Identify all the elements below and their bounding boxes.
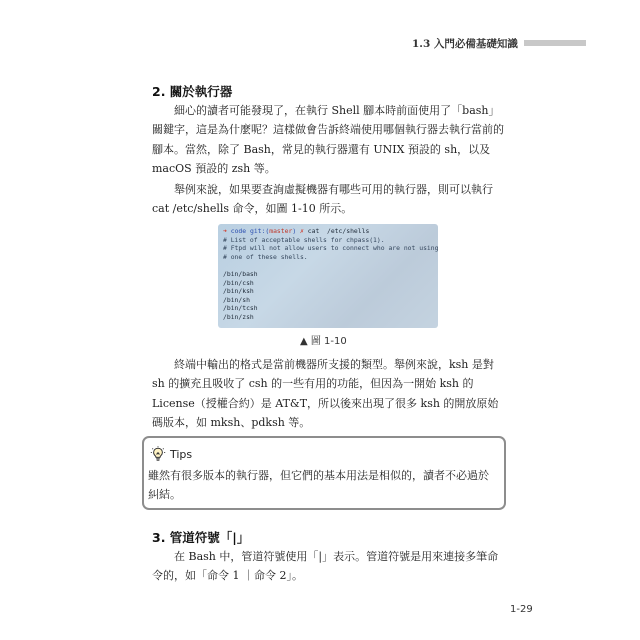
tips-header <box>150 446 192 462</box>
prompt-branch: master <box>269 227 293 235</box>
section-2-paragraph-2 <box>152 180 508 219</box>
terminal-output-line: /bin/csh <box>223 278 254 287</box>
terminal-command: cat /etc/shells <box>307 227 370 235</box>
section-3-paragraph <box>152 547 508 586</box>
terminal-output-line: /bin/sh <box>223 295 250 304</box>
section-2-paragraph-1 <box>152 101 508 179</box>
terminal-output-line: /bin/tcsh <box>223 304 258 313</box>
terminal-output-line: # List of acceptable shells for chpass(1). <box>223 235 385 244</box>
prompt-arrow-icon: ➜ <box>223 227 227 235</box>
header-decoration-bar <box>524 40 586 46</box>
terminal-output-line: # Ftpd will not allow users to connect who are not using <box>223 244 439 253</box>
paragraph-text: 在 Bash 中，管道符號使用「|」表示。管道符號是用來連接多筆命令的，如「命令 1 ｜命令 2」。 <box>152 550 499 583</box>
section-3-heading: 3. 管道符號「|」 <box>152 530 250 545</box>
prompt-dirty-icon: ✗ <box>300 227 304 235</box>
figure-caption: ▲ 圖 1-10 <box>300 336 347 347</box>
tips-title: Tips <box>170 447 193 461</box>
paragraph-after-figure <box>152 355 508 433</box>
page-number: 1-29 <box>510 604 533 615</box>
prompt-directory: code <box>230 227 247 235</box>
terminal-screenshot <box>218 224 438 328</box>
paragraph-text: 終端中輸出的格式是當前機器所支援的類型。舉例來說，ksh 是對 sh 的擴充且吸收了 csh 的一些有用的功能，但因為一開始 ksh 的 License（授權合約）是 AT&T，所以後來出現了很多 ksh 的開放原始碼版本，如 mksh、pdksh 等。 <box>152 358 499 430</box>
terminal-output-line <box>223 261 433 270</box>
paragraph-text: 細心的讀者可能發現了，在執行 Shell 腳本時前面使用了「bash」關鍵字，這是為什麼呢？這樣做會告訴終端使用哪個執行器去執行當前的腳本。當然，除了 Bash，常見的執行器還有 UNIX 預設的 sh，以及 macOS 預設的 zsh 等。 <box>152 104 504 176</box>
paragraph-text: 舉例來說，如果要查詢虛擬機器有哪些可用的執行器，則可以執行 cat /etc/shells 命令，如圖 1-10 所示。 <box>152 183 493 216</box>
prompt-git-label: git:( <box>249 227 270 235</box>
running-header: 1.3 入門必備基礎知識 <box>412 38 518 50</box>
tips-box <box>142 436 506 510</box>
tips-body: 雖然有很多版本的執行器，但它們的基本用法是相似的，讀者不必過於糾結。 <box>148 469 489 502</box>
terminal-output-line: /bin/zsh <box>223 312 254 321</box>
terminal-output-line: /bin/bash <box>223 269 258 278</box>
terminal-output-line: # one of these shells. <box>223 252 308 261</box>
section-2-heading: 2. 關於執行器 <box>152 84 233 99</box>
prompt-git-close: ) <box>292 227 297 235</box>
terminal-output-line: /bin/ksh <box>223 287 254 296</box>
lightbulb-icon <box>150 446 166 462</box>
terminal-prompt-line <box>223 227 433 236</box>
